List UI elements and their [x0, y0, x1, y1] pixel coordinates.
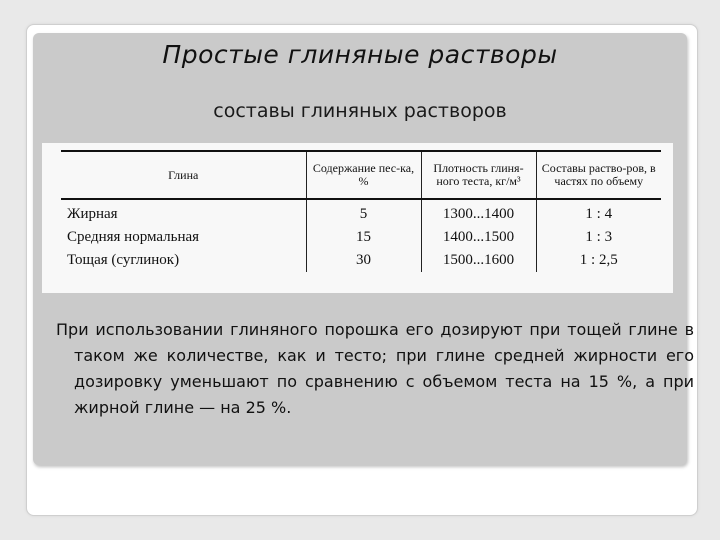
- header-sand-content: Содержание пес-ка, %: [306, 151, 421, 199]
- cell-ratio: 1 : 2,5: [536, 249, 661, 272]
- cell-density: 1500...1600: [421, 249, 536, 272]
- cell-clay: Средняя нормальная: [67, 229, 200, 245]
- header-density: Плотность глиня-ного теста, кг/м³: [421, 151, 536, 199]
- table-row: [61, 249, 661, 272]
- cell-sand: 30: [306, 249, 421, 272]
- cell-sand: 5: [306, 199, 421, 226]
- table-row: [61, 199, 661, 226]
- slide-title: Простые глиняные растворы: [162, 40, 558, 69]
- table-row: [61, 226, 661, 249]
- cell-density: 1300...1400: [421, 199, 536, 226]
- cell-sand: 15: [306, 226, 421, 249]
- header-mix-ratio: Составы раство-ров, в частях по объему: [536, 151, 661, 199]
- cell-clay: Жирная: [67, 206, 118, 222]
- body-paragraph: При использовании глиняного порошка его дозируют при тощей глине в таком же количестве, как и тесто; при глине средней жирности его дозировку уменьшают по сравнению с объемом теста на 15 %, а при жирной глине — на 25 %.: [56, 320, 694, 417]
- slide-subtitle: составы глиняных растворов: [213, 100, 507, 122]
- cell-ratio: 1 : 4: [536, 199, 661, 226]
- header-clay: Глина: [61, 151, 306, 199]
- composition-table: [61, 150, 661, 272]
- cell-clay: Тощая (суглинок): [67, 252, 180, 268]
- table-header-row: [61, 151, 661, 199]
- cell-ratio: 1 : 3: [536, 226, 661, 249]
- cell-density: 1400...1500: [421, 226, 536, 249]
- composition-table-image: [42, 143, 673, 293]
